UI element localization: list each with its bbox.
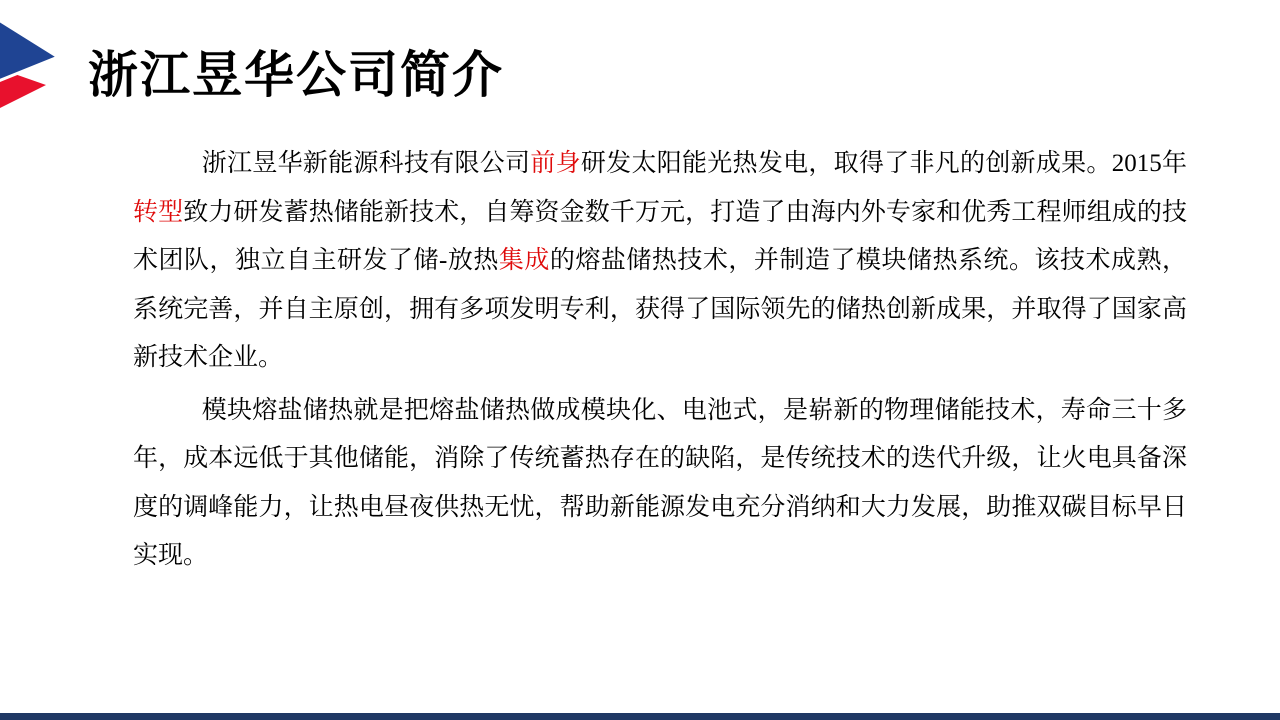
paragraph bbox=[133, 387, 1187, 581]
blue-triangle-shape bbox=[0, 12, 58, 86]
highlighted-text: 转型 bbox=[133, 198, 184, 226]
body-text-segment: 的熔盐储热技术，并制造了模块储热系统。该技术成熟，系统完善，并自主原创，拥有多项发明专利，获得了国际领先的储热创新成果，并取得了国家高新技术企业。 bbox=[133, 247, 1187, 371]
body-text-segment: 浙江昱华新能源科技有限公司 bbox=[201, 150, 531, 177]
body-text bbox=[133, 140, 1187, 581]
highlighted-text: 前身 bbox=[530, 150, 581, 177]
body-text-segment: 研发太阳能光热发电，取得了非凡的创新成果。2015年 bbox=[580, 150, 1187, 177]
footer-bar bbox=[0, 713, 1280, 720]
paragraph bbox=[133, 140, 1187, 383]
body-text-segment: 模块熔盐储热就是把熔盐储热做成模块化、电池式，是崭新的物理储能技术，寿命三十多年，成本远低于其他储能，消除了传统蓄热存在的缺陷，是传统技术的迭代升级，让火电具备深度的调峰能力，让热电昼夜供热无忧，帮助新能源发电充分消纳和大力发展，助推双碳目标早日实现。 bbox=[133, 396, 1187, 569]
slide-title: 浙江昱华公司简介 bbox=[88, 47, 504, 103]
highlighted-text: 集成 bbox=[498, 247, 550, 274]
title-decoration bbox=[0, 0, 70, 125]
body-text-segment: 致力研发蓄热储能新技术，自筹资金数千万元，打造了由海内外专家和优秀工程师组成的技术团队，独立自主研发了储-放热 bbox=[133, 198, 1187, 274]
